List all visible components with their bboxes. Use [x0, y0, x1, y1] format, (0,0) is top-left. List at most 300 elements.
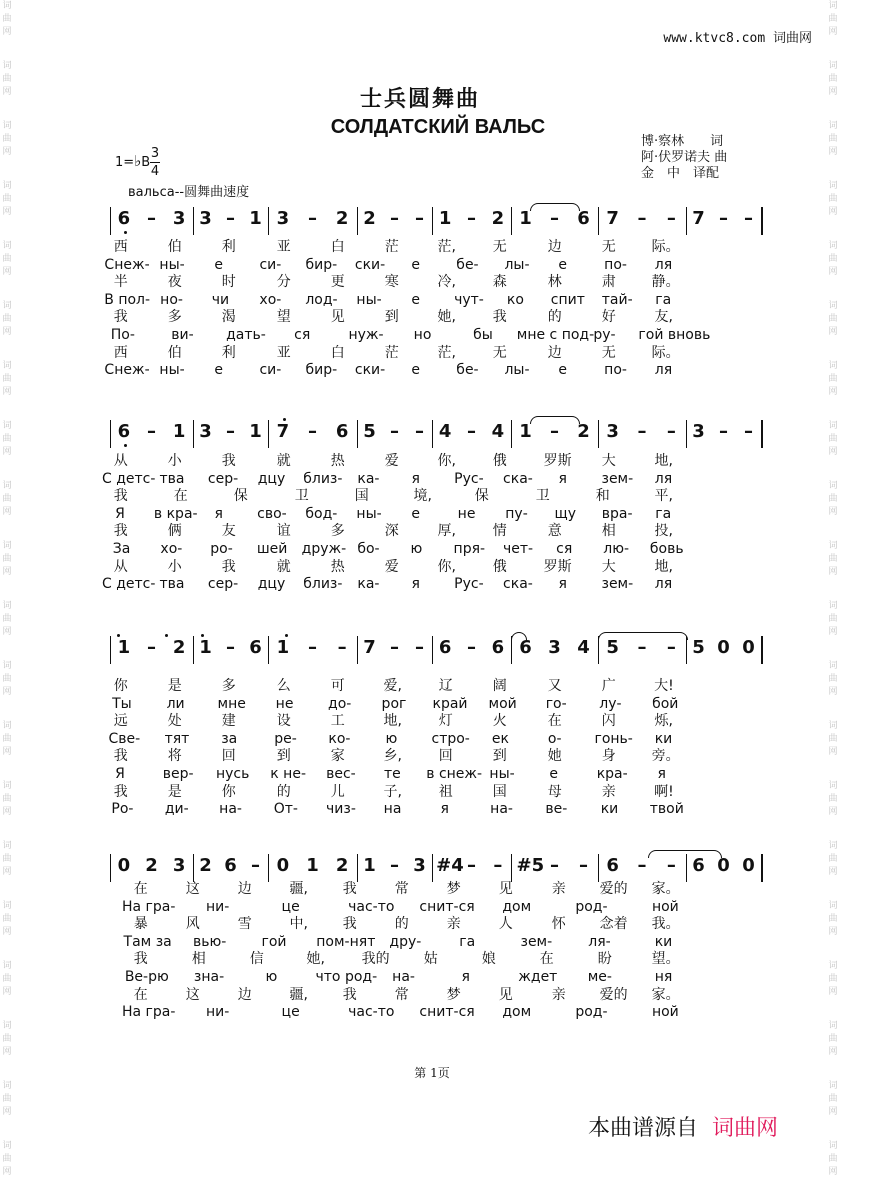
lyric-syllable: За: [112, 541, 131, 557]
lyric-syllable: не: [275, 695, 294, 712]
lyric-syllable: я: [558, 576, 567, 593]
bar-line: [193, 420, 194, 448]
lyric-syllable: 卫: [294, 488, 309, 505]
lyric-syllable: вес-: [326, 766, 356, 782]
bar-line: [110, 420, 111, 448]
watermark-glyph: 曲: [2, 974, 12, 984]
watermark-glyph: 曲: [828, 614, 838, 624]
lyric-line-russian: [0, 505, 840, 523]
lyric-syllable: 你: [221, 783, 236, 800]
watermark-glyph: 网: [828, 927, 838, 937]
bar-line: [357, 854, 358, 882]
dash-extension: –: [390, 421, 399, 442]
lyric-syllable: 边: [547, 344, 562, 361]
lyric-syllable: 常: [394, 986, 409, 1003]
lyric-syllable: чиз-: [326, 801, 356, 818]
lyric-syllable: лу-: [599, 695, 622, 712]
note: 3: [199, 421, 212, 442]
song-title-chinese: 士兵圆舞曲: [359, 86, 480, 112]
lyric-syllable: ска-: [503, 470, 533, 487]
lyric-syllable: Снеж-: [104, 362, 150, 379]
lyric-syllable: 地,: [383, 713, 402, 730]
lyric-syllable: 你,: [437, 453, 456, 469]
lyric-syllable: дать-: [226, 327, 266, 343]
lyric-syllable: до-: [328, 695, 352, 712]
watermark-glyph: 网: [2, 1107, 12, 1117]
watermark-glyph: 曲: [828, 914, 838, 924]
note: 6: [249, 637, 262, 658]
lyric-syllable: кра-: [596, 766, 628, 782]
lyric-syllable: 她,: [306, 951, 325, 968]
lyric-syllable: га: [655, 291, 672, 308]
watermark-glyph: 词: [2, 301, 12, 311]
note: 3: [606, 421, 619, 442]
lyric-syllable: 梦: [446, 881, 461, 897]
lyric-syllable: о-: [547, 730, 562, 747]
note: 7: [276, 421, 290, 442]
notation-row: [0, 416, 840, 456]
note: 0: [742, 855, 755, 876]
lyric-syllable: дцу: [257, 576, 286, 593]
lyric-syllable: 是: [167, 678, 182, 694]
watermark-glyph: 网: [828, 147, 838, 157]
lyric-syllable: тва: [159, 576, 185, 593]
lyric-syllable: 好: [601, 309, 616, 326]
lyric-syllable: 远: [113, 713, 128, 730]
lyric-line-chinese: [0, 783, 840, 801]
lyric-syllable: ки: [654, 933, 673, 950]
watermark-glyph: 词: [828, 421, 838, 431]
lyric-syllable: бод-: [305, 505, 338, 522]
lyric-syllable: 工: [330, 713, 345, 730]
lyric-syllable: е: [411, 362, 421, 379]
lyric-line-russian: [0, 540, 840, 558]
watermark-glyph: 网: [2, 747, 12, 757]
lyric-syllable: 从: [113, 453, 128, 469]
lyric-syllable: Рус-: [454, 576, 484, 593]
lyric-syllable: С детс-: [101, 470, 156, 487]
note: 6: [117, 208, 131, 229]
lyric-syllable: 茫,: [437, 239, 456, 255]
lyric-syllable: 深: [384, 523, 399, 540]
lyric-syllable: 姑: [423, 951, 438, 968]
lyric-syllable: тят: [164, 730, 190, 747]
lyric-syllable: 茫: [384, 239, 399, 255]
lyric-syllable: 亲: [551, 881, 566, 897]
watermark-glyph: 曲: [828, 374, 838, 384]
note: #5: [516, 855, 545, 876]
lyric-syllable: е: [214, 256, 224, 273]
lyric-syllable: е: [558, 256, 568, 273]
lyric-syllable: ю: [410, 541, 423, 557]
lyric-syllable: но-: [160, 291, 183, 308]
lyric-syllable: 阔: [492, 678, 507, 694]
lyric-line-chinese: [0, 308, 840, 326]
lyric-syllable: 亲: [551, 986, 566, 1003]
lyric-syllable: 我: [221, 453, 236, 469]
lyric-syllable: край: [432, 695, 468, 712]
lyric-syllable: 西: [113, 239, 128, 255]
note: 3: [199, 208, 212, 229]
note: 6: [692, 855, 705, 876]
bar-line: [686, 636, 687, 664]
dash-extension: –: [415, 637, 424, 658]
lyric-syllable: 祖: [438, 783, 453, 800]
octave-up-dot: [283, 418, 286, 421]
watermark-glyph: 曲: [2, 914, 12, 924]
bar-line: [268, 854, 269, 882]
lyric-syllable: 望: [276, 309, 291, 326]
lyric-line-russian: [0, 575, 840, 593]
watermark-glyph: 曲: [2, 1094, 12, 1104]
lyric-syllable: 回: [438, 748, 453, 765]
lyric-syllable: 暴: [133, 916, 148, 933]
lyric-syllable: 爱: [384, 558, 399, 575]
lyric-syllable: 热: [330, 558, 345, 575]
lyric-syllable: 茫,: [437, 344, 456, 361]
lyric-syllable: 望。: [651, 951, 680, 968]
lyric-line-russian: [0, 968, 840, 986]
source-brand[interactable]: 词曲网: [712, 1116, 779, 1141]
bar-line: [511, 854, 512, 882]
watermark-glyph: 网: [2, 87, 12, 97]
lyric-syllable: ны-: [356, 291, 382, 308]
dash-extension: –: [226, 637, 235, 658]
time-signature: [148, 145, 162, 180]
lyric-syllable: 到: [276, 748, 291, 765]
watermark-glyph: 网: [828, 1047, 838, 1057]
lyric-syllable: 我: [342, 881, 357, 897]
note: 7: [606, 208, 619, 229]
dash-extension: –: [550, 855, 559, 876]
note: 2: [172, 637, 186, 658]
watermark-glyph: 词: [828, 661, 838, 671]
lyric-syllable: 爱的: [599, 881, 628, 897]
lyric-syllable: 我的: [361, 951, 390, 968]
lyric-syllable: 盼: [597, 951, 612, 968]
watermark-glyph: 词: [828, 901, 838, 911]
lyric-syllable: 和: [595, 488, 610, 505]
lyric-syllable: Ты: [112, 695, 132, 712]
watermark-glyph: 词: [828, 601, 838, 611]
lyric-syllable: ни-: [206, 1004, 230, 1021]
watermark-glyph: 词: [2, 961, 12, 971]
note: 2: [335, 208, 349, 229]
lyric-syllable: 多: [330, 523, 345, 540]
octave-up-dot: [285, 634, 288, 637]
dash-extension: –: [467, 208, 476, 229]
lyric-syllable: 信: [249, 951, 264, 968]
lyric-syllable: 子,: [383, 783, 402, 800]
lyric-syllable: 的: [394, 916, 409, 933]
tempo-marking: вальса--圆舞曲速度: [128, 185, 250, 200]
note: 3: [172, 208, 186, 229]
dash-extension: –: [390, 855, 399, 876]
bar-line: [511, 636, 512, 664]
watermark-glyph: 网: [828, 507, 838, 517]
lyric-syllable: мне: [217, 695, 246, 712]
lyric-syllable: Там за: [123, 933, 172, 950]
lyric-syllable: 俄: [492, 558, 507, 575]
lyric-line-russian: [0, 695, 840, 713]
lyric-syllable: род-: [575, 1004, 608, 1021]
watermark-glyph: 曲: [828, 254, 838, 264]
watermark-glyph: 曲: [828, 14, 838, 24]
lyric-syllable: 就: [276, 558, 291, 575]
lyric-syllable: От-: [273, 801, 298, 818]
lyric-syllable: зем-: [520, 933, 553, 950]
dash-extension: –: [147, 637, 156, 658]
lyric-syllable: 我: [113, 309, 128, 326]
octave-up-dot: [117, 634, 120, 637]
lyric-syllable: ны-: [159, 362, 185, 379]
flat-icon: ♭: [134, 152, 142, 170]
lyric-syllable: си-: [259, 256, 282, 273]
lyric-syllable: ля: [654, 362, 673, 379]
lyric-syllable: дом: [502, 898, 532, 915]
dash-extension: –: [390, 637, 399, 658]
lyric-line-russian: [0, 730, 840, 748]
dash-extension: –: [666, 208, 676, 229]
watermark-glyph: 词: [828, 301, 838, 311]
lyric-syllable: бой: [652, 695, 679, 712]
bar-line: [598, 420, 599, 448]
lyric-syllable: 半: [113, 274, 128, 291]
lyric-syllable: 闪: [601, 713, 616, 730]
note: 1: [249, 421, 262, 442]
lyric-syllable: бир-: [305, 362, 338, 379]
note: 0: [717, 855, 730, 876]
watermark-glyph: 曲: [2, 314, 12, 324]
note: 1: [249, 208, 262, 229]
lyric-syllable: 又: [547, 678, 562, 694]
lyric-syllable: ни-: [206, 898, 230, 915]
lyric-syllable: Ро-: [111, 801, 134, 818]
lyric-syllable: 利: [221, 239, 236, 255]
lyric-syllable: бовь: [649, 541, 684, 557]
watermark-glyph: 曲: [2, 74, 12, 84]
note: 3: [413, 855, 426, 876]
watermark-glyph: 网: [2, 267, 12, 277]
watermark-glyph: 词: [2, 421, 12, 431]
lyric-syllable: 更: [330, 274, 345, 291]
lyric-syllable: гонь-: [594, 730, 633, 747]
watermark-glyph: 网: [828, 747, 838, 757]
watermark-glyph: 曲: [2, 374, 12, 384]
credit-lyricist: 博·察林 词: [641, 134, 724, 149]
lyric-syllable: 设: [276, 713, 291, 730]
watermark-glyph: 网: [828, 87, 838, 97]
lyric-syllable: 见: [498, 881, 513, 897]
lyric-syllable: 是: [167, 783, 182, 800]
lyric-syllable: 厚,: [437, 523, 456, 540]
note: 2: [491, 208, 505, 229]
watermark-glyph: 词: [828, 781, 838, 791]
lyric-syllable: 她,: [437, 309, 456, 326]
lyric-syllable: я: [214, 505, 223, 522]
lyric-line-chinese: [0, 747, 840, 765]
bar-line: [432, 420, 433, 448]
credit-translator: 金 中 译配: [641, 166, 720, 181]
lyric-line-russian: [0, 800, 840, 818]
lyric-syllable: снит-ся: [419, 1004, 475, 1021]
bar-line: [357, 636, 358, 664]
tie-slur: [530, 203, 580, 211]
watermark-glyph: 网: [2, 147, 12, 157]
watermark-glyph: 词: [2, 61, 12, 71]
watermark-glyph: 曲: [2, 434, 12, 444]
lyric-line-russian: [0, 898, 840, 916]
lyric-syllable: 母: [547, 783, 562, 800]
lyric-syllable: це: [281, 898, 300, 915]
lyric-syllable: стро-: [431, 730, 470, 747]
lyric-syllable: 可: [330, 678, 345, 694]
lyric-syllable: 这: [185, 881, 200, 897]
lyric-syllable: га: [459, 933, 476, 950]
watermark-glyph: 词: [828, 541, 838, 551]
watermark-glyph: 词: [2, 721, 12, 731]
lyric-syllable: 就: [276, 453, 291, 469]
lyric-syllable: ждет: [518, 969, 558, 985]
lyric-syllable: ля: [654, 576, 673, 593]
lyric-syllable: 见: [498, 986, 513, 1003]
watermark-glyph: 词: [828, 241, 838, 251]
lyric-syllable: ки: [600, 801, 619, 818]
lyric-syllable: е: [549, 766, 559, 782]
notation-row: [0, 203, 840, 243]
lyric-syllable: Я: [115, 505, 125, 522]
lyric-syllable: 中,: [289, 916, 308, 933]
lyric-syllable: лод-: [305, 291, 338, 308]
lyric-syllable: 家。: [651, 881, 680, 897]
lyric-syllable: зна-: [193, 969, 225, 985]
site-header: [663, 27, 812, 46]
lyric-syllable: е: [411, 291, 421, 308]
lyric-syllable: лю-: [603, 541, 630, 557]
note: 1: [438, 208, 452, 229]
watermark-glyph: 词: [2, 1141, 12, 1151]
lyric-line-russian: [0, 256, 840, 274]
notation-row: [0, 632, 840, 672]
lyric-syllable: я: [558, 470, 567, 487]
lyric-syllable: 我: [133, 951, 148, 968]
watermark-glyph: 词: [2, 1, 12, 11]
lyric-syllable: пу-: [505, 505, 528, 522]
lyric-syllable: 建: [221, 713, 236, 730]
lyric-syllable: не: [457, 505, 476, 522]
lyric-syllable: дом: [502, 1004, 532, 1021]
lyric-line-russian: [0, 470, 840, 488]
lyric-syllable: 大: [601, 453, 616, 469]
watermark-glyph: 曲: [2, 14, 12, 24]
lyric-syllable: снит-ся: [419, 898, 475, 915]
lyric-syllable: го-: [545, 695, 567, 712]
watermark-glyph: 词: [828, 481, 838, 491]
note: 4: [438, 421, 452, 442]
lyric-syllable: 伯: [167, 239, 182, 255]
watermark-glyph: 词: [828, 1021, 838, 1031]
lyric-syllable: ко-: [328, 730, 351, 747]
watermark-glyph: 词: [2, 601, 12, 611]
dash-extension: –: [579, 855, 588, 876]
lyric-syllable: 国: [354, 488, 369, 505]
note: 1: [172, 421, 186, 442]
lyric-syllable: е: [411, 256, 421, 273]
lyric-syllable: 渴: [221, 309, 236, 326]
lyric-syllable: лы-: [504, 256, 530, 273]
lyric-syllable: я: [657, 766, 666, 782]
lyric-syllable: 友,: [654, 309, 673, 326]
dash-extension: –: [390, 208, 399, 229]
lyric-syllable: По-: [110, 327, 135, 343]
lyric-line-chinese: [0, 712, 840, 730]
lyric-syllable: 怀: [551, 916, 566, 933]
lyric-syllable: ся: [294, 327, 311, 343]
lyric-syllable: 的: [276, 783, 291, 800]
watermark-glyph: 网: [2, 447, 12, 457]
lyric-syllable: 边: [547, 239, 562, 255]
key-note: B: [141, 155, 151, 170]
note: 0: [717, 637, 730, 658]
lyric-syllable: 乡,: [383, 748, 402, 765]
lyric-syllable: 林: [547, 274, 562, 291]
bar-line: [357, 207, 358, 235]
watermark-glyph: 曲: [828, 434, 838, 444]
lyric-line-russian: [0, 933, 840, 951]
lyric-syllable: В пол-: [104, 291, 151, 308]
lyric-syllable: 白: [330, 344, 345, 361]
tie-slur: [530, 416, 580, 424]
lyric-syllable: ной: [651, 1004, 679, 1021]
lyric-syllable: 人: [498, 916, 513, 933]
watermark-glyph: 网: [828, 27, 838, 37]
bar-line: [268, 207, 269, 235]
watermark-glyph: 曲: [2, 734, 12, 744]
dash-extension: –: [147, 208, 156, 229]
lyric-syllable: 旁。: [651, 748, 680, 765]
watermark-glyph: 曲: [2, 194, 12, 204]
note: 4: [491, 421, 505, 442]
dash-extension: –: [467, 421, 476, 442]
bar-line: [686, 854, 687, 882]
lyric-syllable: ска-: [503, 576, 533, 593]
lyric-syllable: рог: [381, 695, 407, 712]
lyric-syllable: близ-: [303, 470, 343, 487]
lyric-syllable: 多: [167, 309, 182, 326]
lyric-syllable: 无: [601, 239, 616, 255]
lyric-syllable: 亲: [446, 916, 461, 933]
bar-line: [511, 207, 512, 235]
lyric-syllable: 念着: [599, 916, 628, 933]
lyric-syllable: 利: [221, 344, 236, 361]
lyric-line-russian: [0, 1003, 840, 1021]
site-name: 词曲网: [772, 31, 812, 46]
dash-extension: –: [415, 208, 424, 229]
site-url[interactable]: www.ktvc8.com: [663, 31, 766, 46]
bar-line: [268, 420, 269, 448]
dash-extension: –: [415, 421, 424, 442]
lyric-line-russian: [0, 326, 840, 344]
watermark-glyph: 词: [2, 781, 12, 791]
lyric-syllable: ди-: [164, 801, 189, 818]
watermark-glyph: 词: [2, 661, 12, 671]
lyric-syllable: 夜: [167, 274, 182, 291]
watermark-glyph: 词: [828, 181, 838, 191]
note: 2: [335, 855, 349, 876]
lyric-syllable: 亚: [276, 239, 291, 255]
meter-bottom: 4: [150, 164, 160, 179]
lyric-syllable: 家。: [651, 986, 680, 1003]
